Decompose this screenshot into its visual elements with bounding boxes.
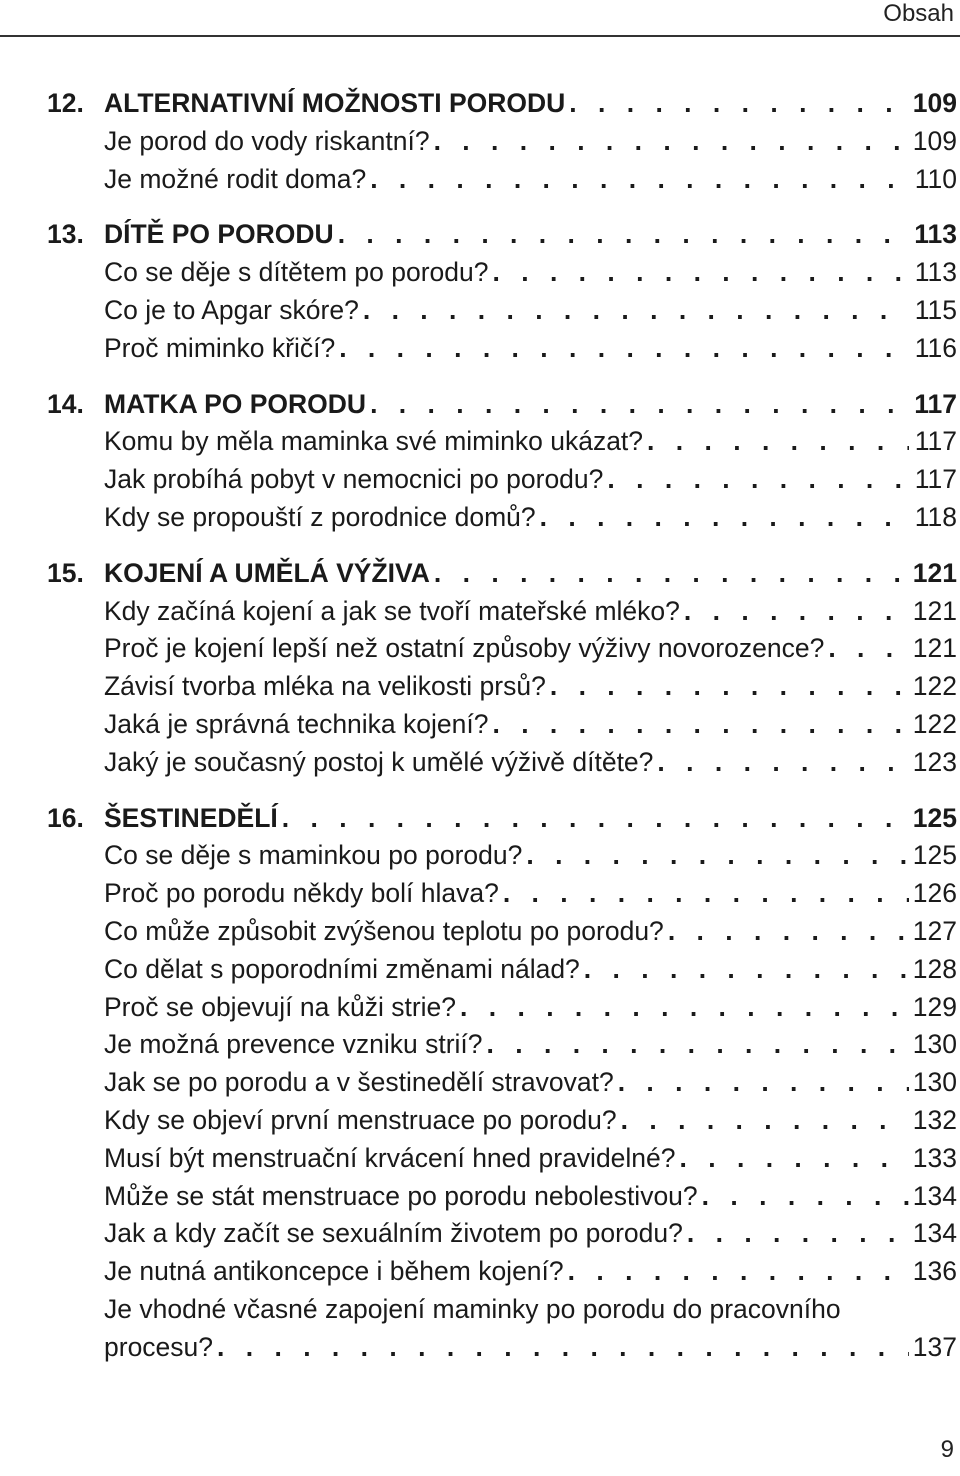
toc-entry[interactable]	[47, 1256, 957, 1294]
chapter-title: ALTERNATIVNÍ MOŽNOSTI PORODU	[104, 88, 566, 118]
toc-entry[interactable]	[47, 840, 957, 878]
dot-leader	[370, 164, 909, 195]
entry-title: Co může způsobit zvýšenou teplotu po porodu?	[104, 915, 664, 946]
dot-leader	[492, 709, 908, 740]
entry-title: Proč je kojení lepší než ostatní způsoby výživy novorozence?	[104, 633, 825, 664]
entry-title: Kdy začíná kojení a jak se tvoří mateřské mléko?	[104, 595, 680, 626]
toc-entry[interactable]	[47, 1218, 957, 1256]
toc-entry[interactable]	[47, 1105, 957, 1143]
dot-leader	[657, 747, 908, 778]
dot-leader	[680, 1143, 909, 1174]
dot-leader	[338, 219, 909, 250]
toc-entry[interactable]	[47, 333, 957, 371]
entry-page: 130	[912, 1029, 957, 1060]
entry-page: 109	[912, 125, 957, 156]
toc-entry[interactable]	[47, 916, 957, 954]
entry-title: Kdy se propouští z porodnice domů?	[104, 501, 536, 532]
page-number: 9	[940, 1436, 954, 1463]
toc-chapter	[47, 803, 957, 1370]
dot-leader	[526, 840, 908, 871]
dot-leader	[684, 596, 909, 627]
toc-chapter	[47, 558, 957, 785]
toc-entry[interactable]	[47, 295, 957, 333]
entry-page: 121	[912, 595, 957, 626]
dot-leader	[540, 502, 909, 533]
dot-leader	[828, 633, 908, 664]
entry-title: Jak probíhá pobyt v nemocnici po porodu?	[104, 464, 604, 495]
chapter-title: MATKA PO PORODU	[104, 388, 367, 419]
dot-leader	[282, 803, 909, 834]
entry-title: Proč miminko křičí?	[104, 332, 336, 363]
entry-page: 125	[912, 840, 957, 871]
dot-leader	[621, 1105, 909, 1136]
entry-page: 116	[914, 332, 957, 363]
toc-entry[interactable]	[47, 1181, 957, 1219]
dot-leader	[647, 426, 909, 457]
toc-entry[interactable]	[47, 992, 957, 1030]
entry-title: Závisí tvorba mléka na velikosti prsů?	[104, 671, 546, 702]
entry-page: 129	[912, 991, 957, 1022]
toc-chapter	[47, 88, 957, 201]
dot-leader	[487, 1029, 909, 1060]
entry-title: Komu by měla maminka své miminko ukázat?	[104, 426, 644, 457]
entry-page: 126	[912, 878, 957, 909]
chapter-number: 16.	[47, 802, 84, 833]
chapter-page: 117	[914, 388, 957, 419]
toc-chapter-heading[interactable]	[47, 219, 957, 257]
toc-entry[interactable]	[47, 426, 957, 464]
entry-page: 137	[912, 1331, 957, 1362]
table-of-contents	[47, 88, 957, 1388]
toc-chapter-heading[interactable]	[47, 88, 957, 126]
entry-page: 134	[912, 1218, 957, 1249]
entry-page: 113	[914, 257, 957, 288]
entry-page: 122	[912, 708, 957, 739]
chapter-number: 13.	[47, 219, 84, 250]
entry-page: 123	[912, 746, 957, 777]
dot-leader	[702, 1181, 909, 1212]
toc-entry[interactable]	[47, 747, 957, 785]
toc-entry[interactable]	[47, 164, 957, 202]
entry-title: Kdy se objeví první menstruace po porodu?	[104, 1104, 617, 1135]
toc-chapter-heading[interactable]	[47, 558, 957, 596]
toc-entry[interactable]	[47, 1332, 957, 1370]
dot-leader	[460, 992, 909, 1023]
entry-title: Proč se objevují na kůži strie?	[104, 991, 457, 1022]
dot-leader	[493, 257, 910, 288]
dot-leader	[339, 333, 909, 364]
entry-page: 115	[914, 294, 957, 325]
chapter-number: 12.	[47, 88, 84, 118]
toc-chapter-heading[interactable]	[47, 389, 957, 427]
toc-entry[interactable]	[47, 257, 957, 295]
toc-chapter	[47, 219, 957, 370]
entry-title: Co je to Apgar skóre?	[104, 294, 359, 325]
dot-leader	[363, 295, 909, 326]
entry-title: Musí být menstruační krvácení hned pravidelné?	[104, 1142, 676, 1173]
chapter-page: 121	[912, 557, 957, 588]
entry-title: Je nutná antikoncepce i během kojení?	[104, 1256, 564, 1287]
chapter-number: 14.	[47, 388, 84, 419]
toc-chapter-heading[interactable]	[47, 803, 957, 841]
dot-leader	[503, 878, 909, 909]
toc-chapter	[47, 389, 957, 540]
entry-page: 133	[912, 1142, 957, 1173]
dot-leader	[618, 1067, 909, 1098]
entry-page: 118	[914, 501, 957, 532]
dot-leader	[434, 558, 909, 589]
chapter-page: 109	[912, 88, 957, 118]
entry-title-continuation: procesu?	[104, 1331, 214, 1362]
entry-page: 117	[914, 464, 957, 495]
entry-page: 132	[912, 1104, 957, 1135]
entry-page: 136	[912, 1256, 957, 1287]
dot-leader	[584, 954, 909, 985]
toc-entry[interactable]	[47, 709, 957, 747]
toc-entry[interactable]	[47, 671, 957, 709]
entry-page: 130	[912, 1067, 957, 1098]
chapter-title: KOJENÍ A UMĚLÁ VÝŽIVA	[104, 557, 430, 588]
entry-page: 110	[914, 163, 957, 194]
entry-title: Jaká je správná technika kojení?	[104, 708, 489, 739]
toc-entry[interactable]	[47, 596, 957, 634]
toc-entry[interactable]	[47, 1143, 957, 1181]
chapter-title: ŠESTINEDĚLÍ	[104, 802, 278, 833]
entry-page: 128	[912, 953, 957, 984]
dot-leader	[568, 1256, 909, 1287]
entry-title: Může se stát menstruace po porodu nebolestivou?	[104, 1180, 698, 1211]
chapter-page: 125	[912, 802, 957, 833]
entry-title: Jaký je současný postoj k umělé výživě dítěte?	[104, 746, 654, 777]
entry-page: 122	[912, 671, 957, 702]
entry-page: 121	[912, 633, 957, 664]
entry-title: Jak se po porodu a v šestinedělí stravovat?	[104, 1067, 614, 1098]
header-rule	[0, 35, 960, 37]
dot-leader	[550, 671, 909, 702]
toc-entry[interactable]	[47, 1029, 957, 1067]
entry-title: Proč po porodu někdy bolí hlava?	[104, 878, 499, 909]
entry-page: 127	[912, 915, 957, 946]
toc-entry[interactable]	[47, 464, 957, 502]
dot-leader	[434, 126, 909, 157]
entry-title: Je porod do vody riskantní?	[104, 125, 430, 156]
toc-entry[interactable]	[47, 1067, 957, 1105]
dot-leader	[569, 88, 909, 119]
dot-leader	[607, 464, 909, 495]
toc-entry[interactable]	[47, 502, 957, 540]
dot-leader	[370, 389, 909, 420]
toc-entry[interactable]	[47, 633, 957, 671]
toc-entry[interactable]	[47, 878, 957, 916]
entry-page: 134	[912, 1180, 957, 1211]
dot-leader	[668, 916, 909, 947]
entry-title: Co dělat s poporodními změnami nálad?	[104, 953, 580, 984]
entry-title: Co se děje s maminkou po porodu?	[104, 840, 523, 871]
toc-entry[interactable]	[47, 954, 957, 992]
entry-title: Jak a kdy začít se sexuálním životem po porodu?	[104, 1218, 683, 1249]
entry-title: Je možná prevence vzniku strií?	[104, 1029, 483, 1060]
dot-leader	[217, 1332, 909, 1363]
toc-entry-title-line[interactable]: Je vhodné včasné zapojení maminky po porodu do pracovního	[104, 1293, 841, 1324]
running-header: Obsah	[883, 0, 954, 27]
entry-page: 117	[914, 426, 957, 457]
chapter-page: 113	[914, 219, 957, 250]
chapter-title: DÍTĚ PO PORODU	[104, 219, 334, 250]
toc-entry[interactable]	[47, 126, 957, 164]
dot-leader	[687, 1218, 909, 1249]
chapter-number: 15.	[47, 557, 84, 588]
entry-title: Co se děje s dítětem po porodu?	[104, 257, 489, 288]
entry-title: Je možné rodit doma?	[104, 163, 367, 194]
